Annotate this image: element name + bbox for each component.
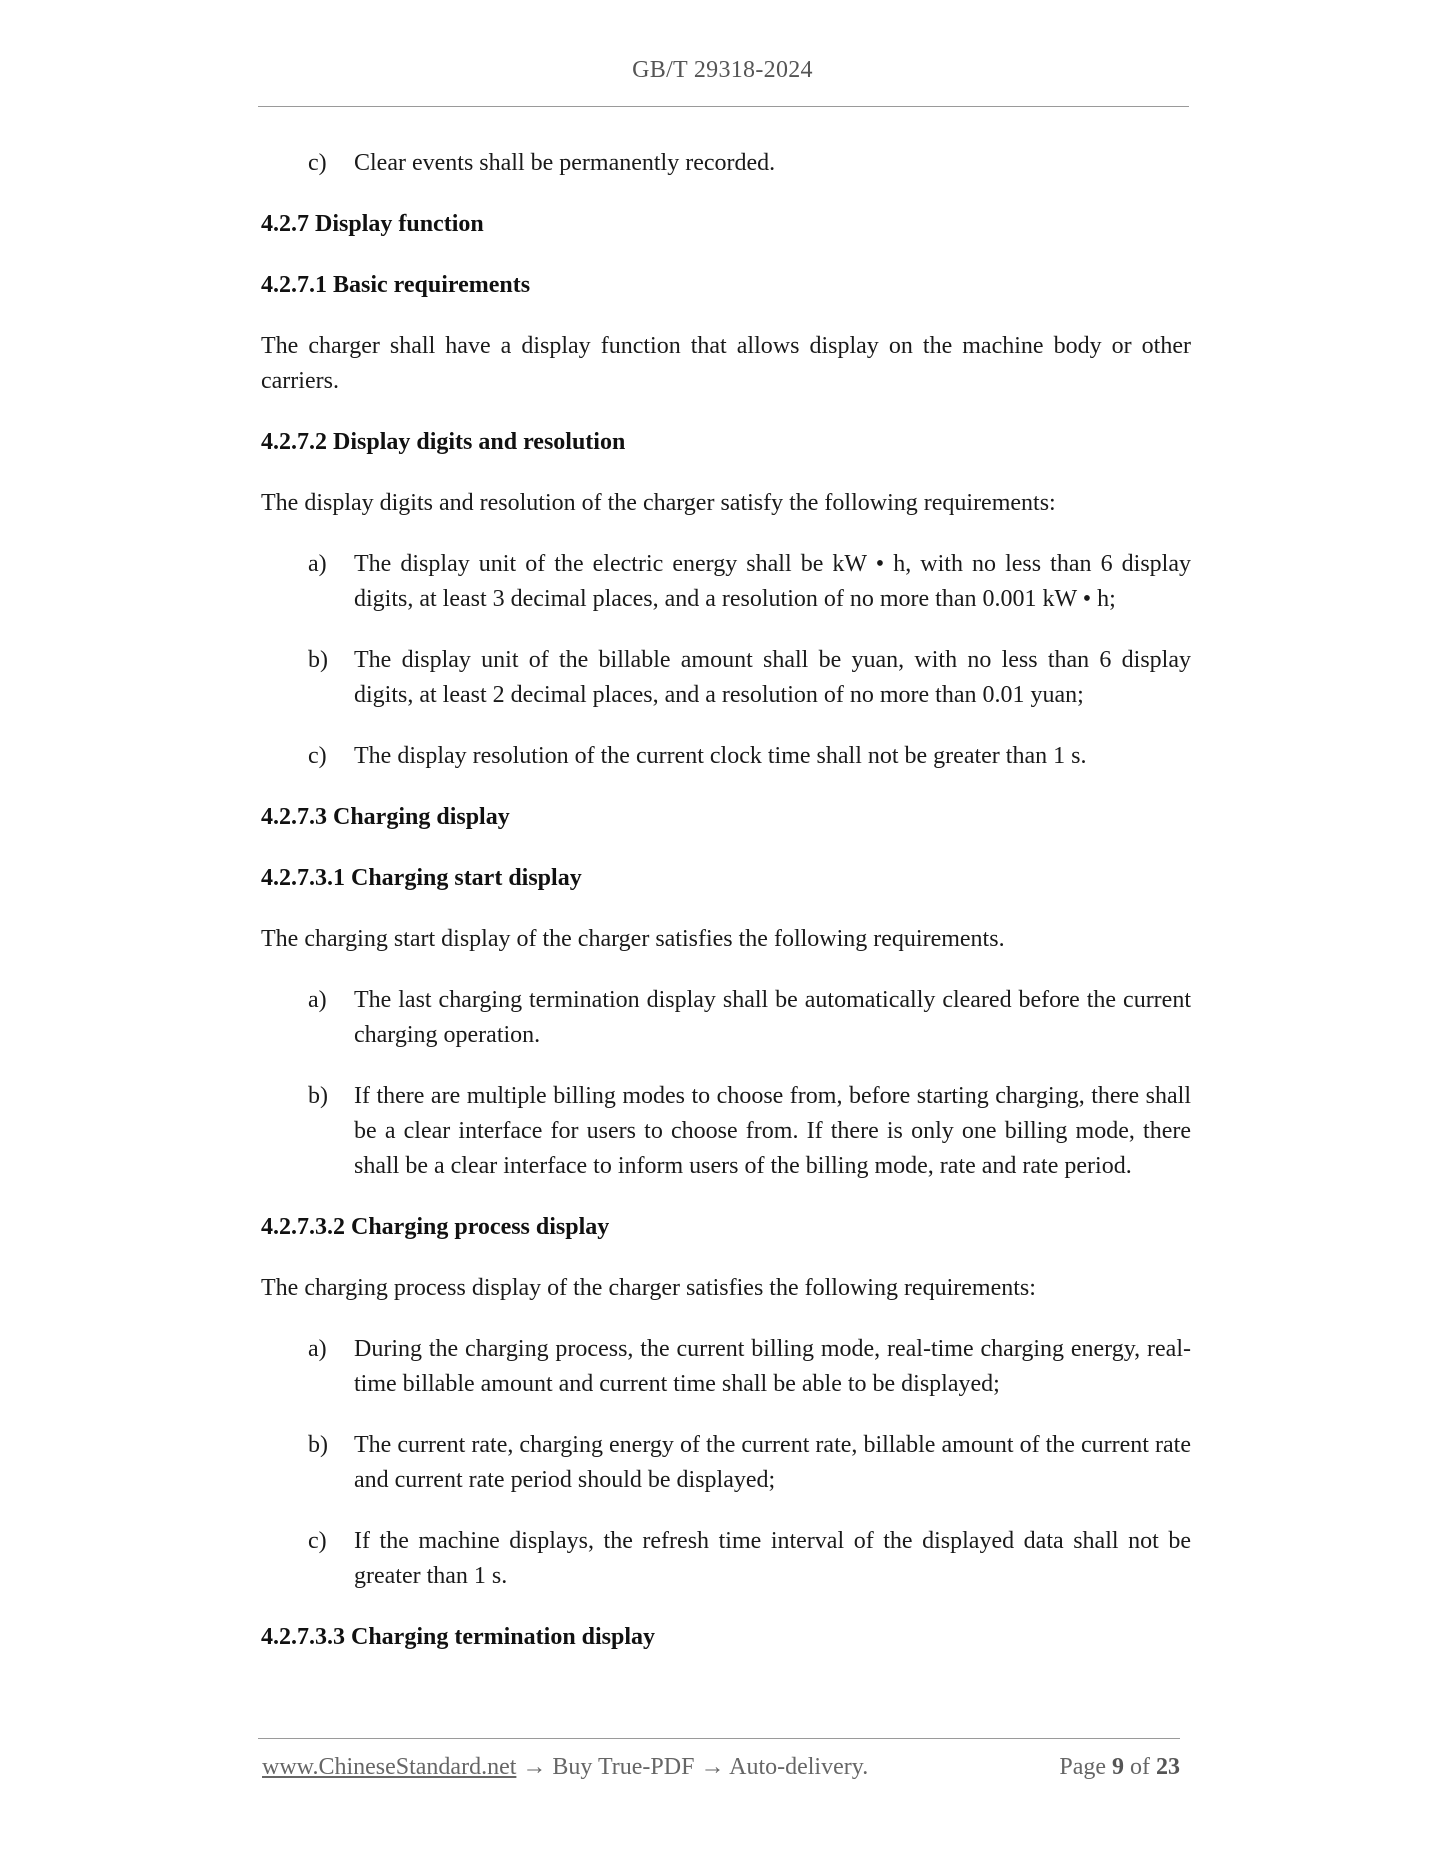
list-text: Clear events shall be permanently recorded. [354,150,776,176]
page-number: 9 [1112,1754,1124,1780]
list-marker: a) [308,987,327,1013]
list-item [261,1428,1191,1498]
list-item [261,643,1191,713]
list-marker: b) [308,1432,328,1458]
list-text: If the machine displays, the refresh time interval of the displayed data shall not be greater than 1 s. [354,1528,1191,1589]
list-marker: c) [308,743,327,769]
page-total: 23 [1156,1754,1180,1780]
paragraph-charging-process: The charging process display of the charger satisfies the following requirements: [261,1275,1036,1301]
list-marker: c) [308,1528,327,1554]
list-marker: c) [308,150,327,176]
section-heading-4-2-7-1: 4.2.7.1 Basic requirements [261,272,531,298]
section-heading-4-2-7-3-1: 4.2.7.3.1 Charging start display [261,865,582,891]
page-footer [262,1754,1180,1781]
page-label: Page [1059,1754,1106,1780]
list-item [261,1524,1191,1594]
list-text: The display resolution of the current clock time shall not be greater than 1 s. [354,743,1087,769]
list-text: The current rate, charging energy of the current rate, billable amount of the current rate and current rate period should be displayed; [354,1432,1191,1493]
section-heading-4-2-7-3: 4.2.7.3 Charging display [261,804,510,830]
list-item [261,1079,1191,1184]
header-standard-code: GB/T 29318-2024 [632,57,813,83]
footer-divider [258,1738,1180,1739]
of-label: of [1130,1754,1150,1780]
list-marker: a) [308,1336,327,1362]
list-marker: b) [308,647,328,673]
list-item [261,1332,1191,1402]
list-marker: b) [308,1083,328,1109]
paragraph-charging-start: The charging start display of the charger satisfies the following requirements. [261,926,1005,952]
list-text: The display unit of the billable amount shall be yuan, with no less than 6 display digits, at least 2 decimal places, and a resolution of no more than 0.01 yuan; [354,647,1191,708]
footer-promo [262,1754,868,1781]
list-text: The display unit of the electric energy shall be kW • h, with no less than 6 display digits, at least 3 decimal places, and a resolution of no more than 0.001 kW • h; [354,551,1191,612]
section-heading-4-2-7: 4.2.7 Display function [261,211,484,237]
list-item [261,146,1191,181]
page-body [261,146,1191,1681]
page-indicator [1059,1754,1180,1781]
list-text: If there are multiple billing modes to choose from, before starting charging, there shall be a clear interface for users to choose from. If there is only one billing mode, there shall be a clear interface to inform users of the billing mode, rate and rate period. [354,1083,1191,1179]
paragraph-basic-requirements: The charger shall have a display function that allows display on the machine body or other carriers. [261,333,1191,394]
section-heading-4-2-7-3-2: 4.2.7.3.2 Charging process display [261,1214,610,1240]
list-marker: a) [308,551,327,577]
list-text: The last charging termination display shall be automatically cleared before the current charging operation. [354,987,1191,1048]
list-text: During the charging process, the current billing mode, real-time charging energy, real-time billable amount and current time shall be able to be displayed; [354,1336,1191,1397]
footer-promo-text: → Buy True-PDF → Auto-delivery. [522,1754,869,1780]
paragraph-display-digits: The display digits and resolution of the charger satisfy the following requirements: [261,490,1056,516]
section-heading-4-2-7-3-3: 4.2.7.3.3 Charging termination display [261,1624,656,1650]
list-item [261,547,1191,617]
header-divider [258,106,1189,107]
list-item [261,739,1191,774]
site-link[interactable]: www.ChineseStandard.net [262,1754,517,1780]
section-heading-4-2-7-2: 4.2.7.2 Display digits and resolution [261,429,626,455]
list-item [261,983,1191,1053]
